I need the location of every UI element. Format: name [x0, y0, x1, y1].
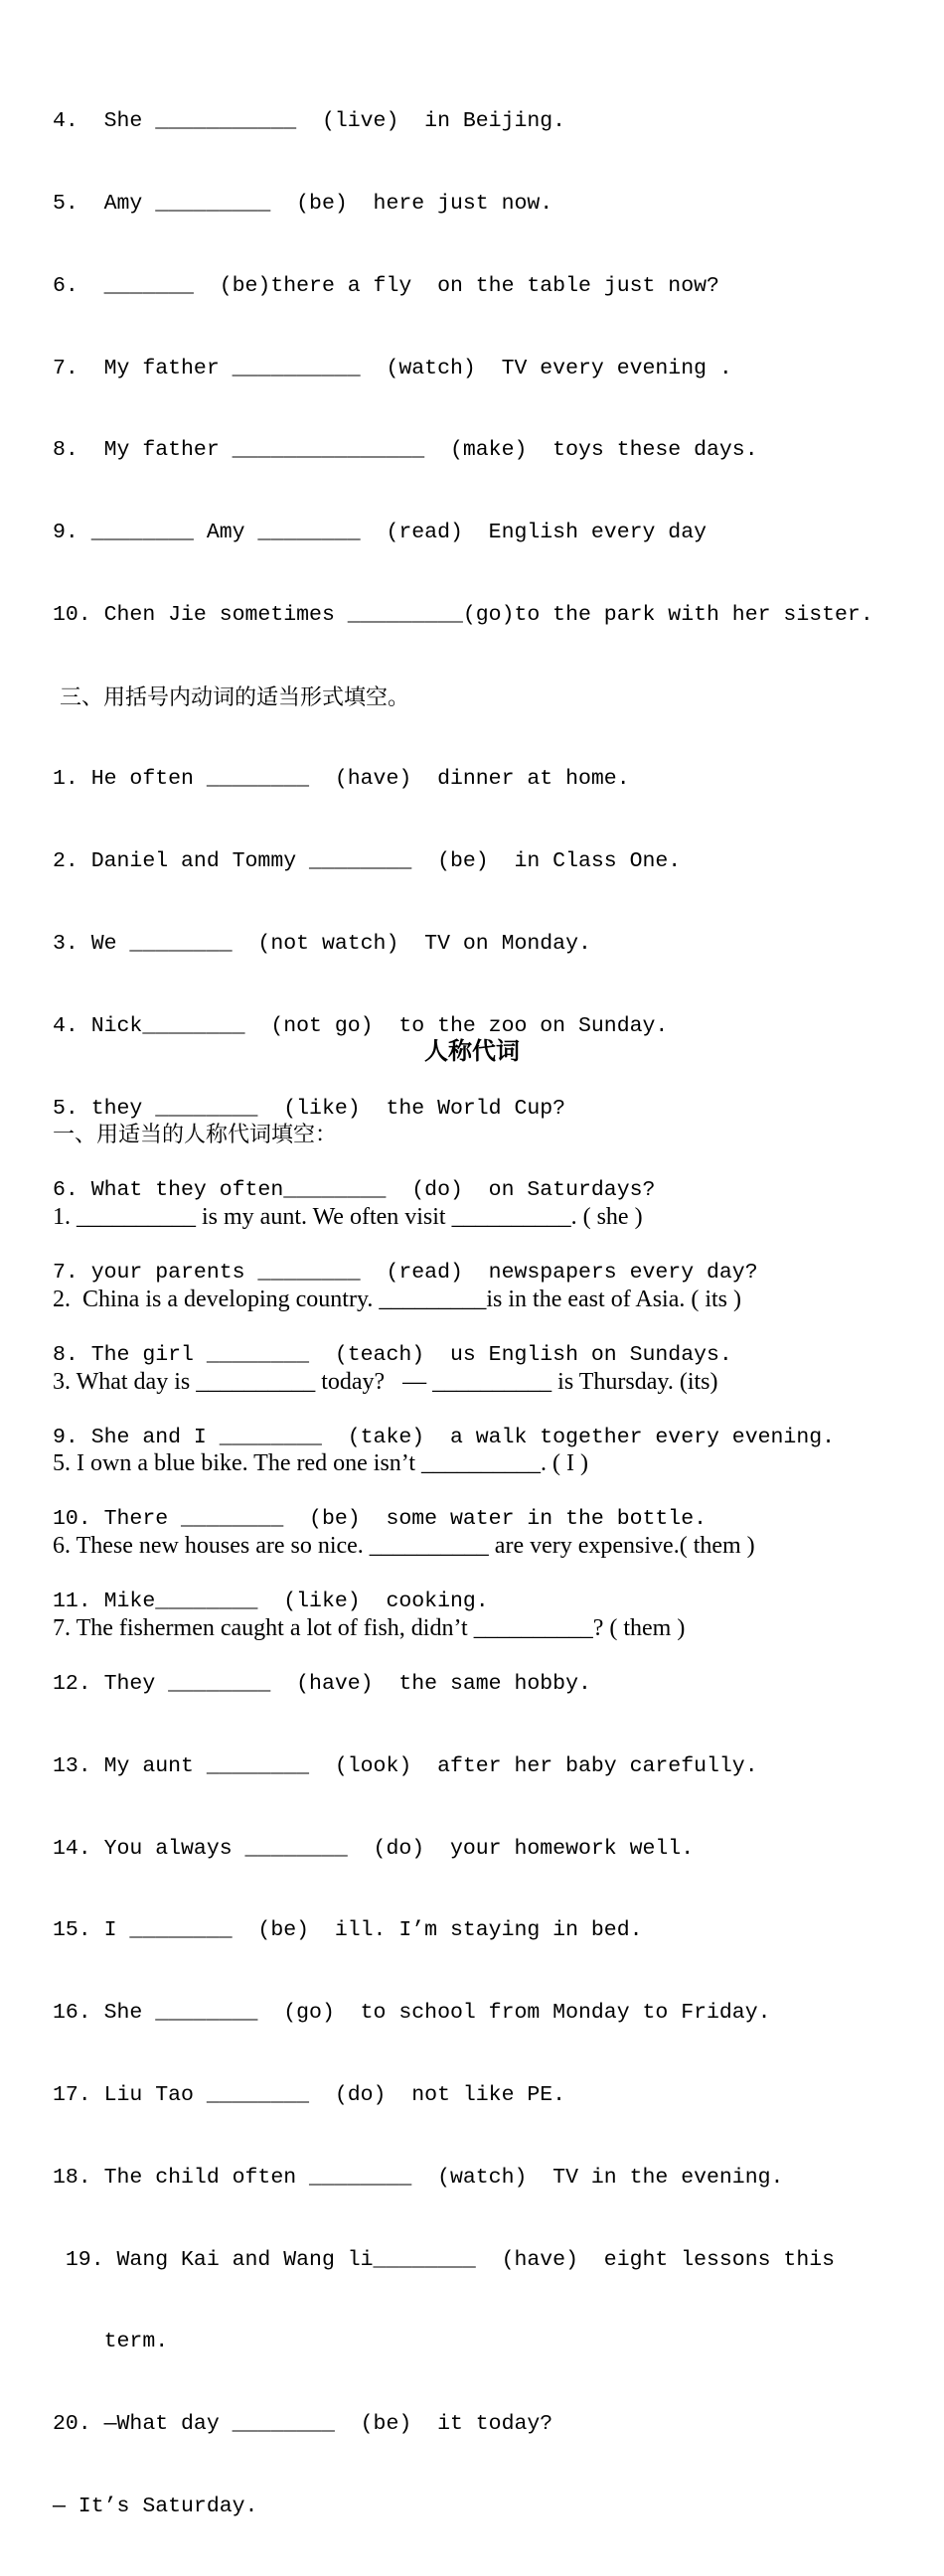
exercise-line: 4. Nick________ (not go) to the zoo on Sunday.: [53, 1013, 669, 1038]
exercise-line: term.: [53, 2330, 169, 2354]
exercise-line: 5. Amy _________ (be) here just now.: [53, 191, 553, 216]
exercise-line: 17. Liu Tao ________ (do) not like PE.: [53, 2082, 566, 2107]
exercise-line: 11. Mike________ (like) cooking.: [53, 1590, 489, 1614]
exercise-line: 10. There ________ (be) some water in the bottle.: [53, 1507, 708, 1532]
exercise-line: 6. What they often________ (do) on Saturdays?: [53, 1178, 656, 1203]
exercise-line: 20. —What day ________ (be) it today?: [53, 2412, 553, 2437]
exercise-line: 8. My father _______________ (make) toys these days.: [53, 438, 758, 463]
exercise-line: 6. These new houses are so nice. __________ are very expensive.( them ): [53, 1533, 755, 1560]
exercise-line: 5. they ________ (like) the World Cup?: [53, 1096, 566, 1121]
exercise-line: 16. She ________ (go) to school from Monday to Friday.: [53, 2001, 771, 2026]
exercise-line: 15. I ________ (be) ill. I’m staying in bed.: [53, 1918, 643, 1943]
exercise-line: 7. The fishermen caught a lot of fish, didn’t __________? ( them ): [53, 1614, 686, 1641]
exercise-line: 3. We ________ (not watch) TV on Monday.: [53, 932, 591, 956]
exercise-line: 7. My father __________ (watch) TV every evening .: [53, 356, 732, 380]
exercise-line: 18. The child often ________ (watch) TV in the evening.: [53, 2165, 784, 2190]
exercise-line: 6. _______ (be)there a fly on the table just now?: [53, 273, 719, 298]
exercise-line: — It’s Saturday.: [53, 2494, 258, 2518]
exercise-line: 3. What day is __________ today? — __________ is Thursday. (its): [53, 1368, 718, 1395]
exercise-line: 19. Wang Kai and Wang li________ (have) eight lessons this: [53, 2247, 836, 2272]
exercise-line: 7. your parents ________ (read) newspapers every day?: [53, 1261, 758, 1286]
exercise-line: 12. They ________ (have) the same hobby.: [53, 1672, 591, 1697]
section-title: 三、用括号内动词的适当形式填空。: [53, 684, 409, 710]
exercise-line: 9. She and I ________ (take) a walk together every evening.: [53, 1425, 836, 1449]
exercise-line: 9. ________ Amy ________ (read) English every day: [53, 521, 708, 545]
exercise-line: 5. I own a blue bike. The red one isn’t __________. ( I ): [53, 1450, 589, 1477]
exercise-line: 8. The girl ________ (teach) us English on Sundays.: [53, 1342, 732, 1367]
section-title: 一、用适当的人称代词填空：: [53, 1123, 338, 1148]
page-title: 人称代词: [424, 1036, 520, 1065]
exercise-line: 1. __________ is my aunt. We often visit __________. ( she ): [53, 1203, 643, 1230]
exercise-line: 13. My aunt ________ (look) after her baby carefully.: [53, 1753, 758, 1778]
exercise-line: 2. China is a developing country. _________is in the east of Asia. ( its ): [53, 1286, 742, 1312]
exercise-line: 1. He often ________ (have) dinner at home.: [53, 767, 630, 792]
exercise-block-2: [53, 1067, 927, 1698]
exercise-line: 14. You always ________ (do) your homework well.: [53, 1836, 695, 1861]
exercise-line: 10. Chen Jie sometimes _________(go)to the park with her sister.: [53, 602, 873, 627]
exercise-line: 4. She ___________ (live) in Beijing.: [53, 109, 566, 134]
exercise-line: 2. Daniel and Tommy ________ (be) in Class One.: [53, 849, 682, 874]
